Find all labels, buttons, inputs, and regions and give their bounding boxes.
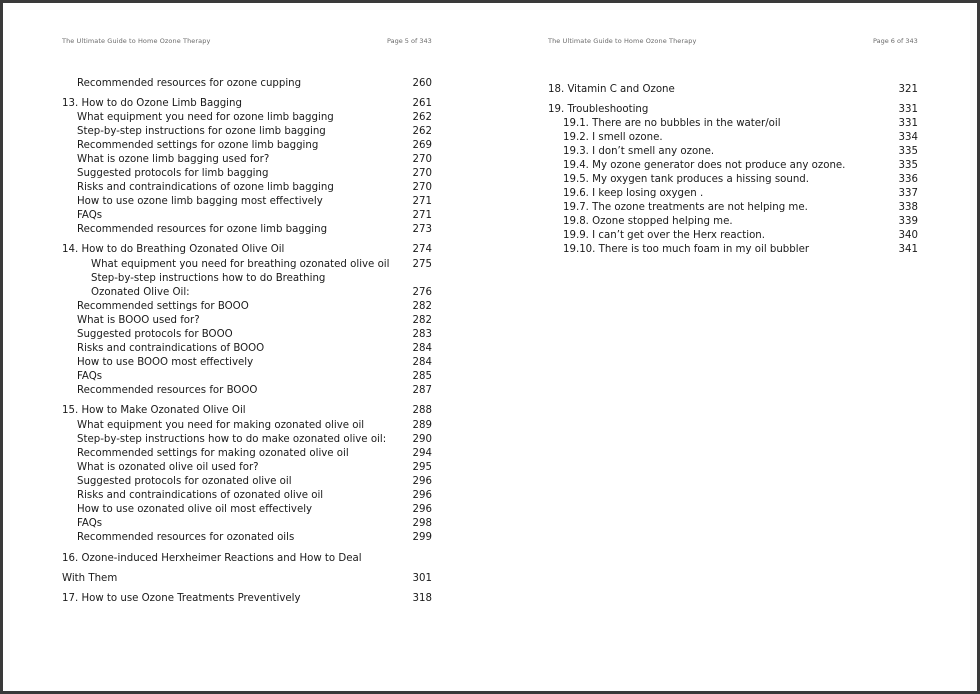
toc-page-number: 295: [412, 462, 432, 473]
toc-page-number: 275: [412, 259, 432, 270]
toc-chapter[interactable]: 16. Ozone-induced Herxheimer Reactions and How to Deal: [62, 553, 362, 564]
toc-page-number: 270: [412, 154, 432, 165]
toc-entry[interactable]: 19.9. I can’t get over the Herx reaction.: [563, 230, 765, 241]
toc-page-number: 283: [412, 329, 432, 340]
toc-page-number: 331: [898, 104, 918, 115]
toc-page-number: 288: [412, 405, 432, 416]
toc-page-number: 285: [412, 371, 432, 382]
toc-entry[interactable]: Risks and contraindications of BOOO: [77, 343, 265, 354]
toc-entry[interactable]: 19.10. There is too much foam in my oil bubbler: [563, 244, 810, 255]
page-label: Page 5 of 343: [387, 37, 432, 45]
toc-page-number: 289: [412, 420, 432, 431]
toc-entry[interactable]: Recommended resources for BOOO: [77, 385, 258, 396]
toc-entry[interactable]: Step-by-step instructions how to do Breathing: [91, 273, 326, 284]
toc-entry[interactable]: 19.8. Ozone stopped helping me.: [563, 216, 733, 227]
toc-page-number: 274: [412, 244, 432, 255]
toc-entry[interactable]: 19.7. The ozone treatments are not helping me.: [563, 202, 808, 213]
toc-page-number: 271: [412, 196, 432, 207]
page-right: [490, 3, 977, 691]
toc-entry[interactable]: Risks and contraindications of ozone limb bagging: [77, 182, 334, 193]
toc-page-number: 337: [898, 188, 918, 199]
toc-page-number: 287: [412, 385, 432, 396]
toc-page-number: 301: [412, 573, 432, 584]
toc-entry[interactable]: Recommended resources for ozonated oils: [77, 532, 295, 543]
toc-entry[interactable]: 19.3. I don’t smell any ozone.: [563, 146, 715, 157]
toc-page-number: 296: [412, 490, 432, 501]
toc-page-number: 262: [412, 112, 432, 123]
toc-page-number: 260: [412, 78, 432, 89]
toc-page-number: 282: [412, 301, 432, 312]
toc-page-number: 269: [412, 140, 432, 151]
toc-chapter[interactable]: 19. Troubleshooting: [548, 104, 649, 115]
toc-page-number: 294: [412, 448, 432, 459]
running-title: The Ultimate Guide to Home Ozone Therapy: [62, 37, 211, 45]
toc-entry[interactable]: Suggested protocols for BOOO: [77, 329, 233, 340]
toc-page-number: 296: [412, 476, 432, 487]
toc-entry[interactable]: Recommended settings for ozone limb bagging: [77, 140, 319, 151]
toc-page-number: 273: [412, 224, 432, 235]
toc-chapter[interactable]: 17. How to use Ozone Treatments Preventively: [62, 593, 301, 604]
toc-entry[interactable]: 19.1. There are no bubbles in the water/oil: [563, 118, 781, 129]
toc-page-number: 335: [898, 146, 918, 157]
toc-entry-continuation[interactable]: Ozonated Olive Oil:: [91, 287, 190, 298]
toc-page-number: 334: [898, 132, 918, 143]
toc-page-number: 276: [412, 287, 432, 298]
toc-entry[interactable]: Recommended resources for ozone limb bagging: [77, 224, 328, 235]
toc-entry[interactable]: 19.4. My ozone generator does not produce any ozone.: [563, 160, 846, 171]
toc-chapter-continuation[interactable]: With Them: [62, 573, 118, 584]
toc-page-number: 271: [412, 210, 432, 221]
toc-entry[interactable]: Recommended settings for BOOO: [77, 301, 249, 312]
toc-page-number: 341: [898, 244, 918, 255]
toc-page-number: 270: [412, 182, 432, 193]
toc-entry[interactable]: What equipment you need for making ozonated olive oil: [77, 420, 365, 431]
toc-page-number: 339: [898, 216, 918, 227]
toc-entry[interactable]: 19.5. My oxygen tank produces a hissing sound.: [563, 174, 809, 185]
toc-entry[interactable]: Suggested protocols for ozonated olive oil: [77, 476, 292, 487]
toc-entry[interactable]: What is ozonated olive oil used for?: [77, 462, 259, 473]
toc-entry[interactable]: 19.2. I smell ozone.: [563, 132, 663, 143]
toc-entry[interactable]: How to use ozonated olive oil most effectively: [77, 504, 313, 515]
toc-page-number: 321: [898, 84, 918, 95]
toc-entry[interactable]: What is ozone limb bagging used for?: [77, 154, 270, 165]
toc-entry[interactable]: Risks and contraindications of ozonated olive oil: [77, 490, 324, 501]
toc-page-number: 290: [412, 434, 432, 445]
toc-page-number: 338: [898, 202, 918, 213]
toc-entry[interactable]: Step-by-step instructions for ozone limb bagging: [77, 126, 326, 137]
toc-entry[interactable]: FAQs: [77, 210, 103, 221]
toc-page-number: 335: [898, 160, 918, 171]
toc-entry[interactable]: 19.6. I keep losing oxygen .: [563, 188, 704, 199]
toc-page-number: 261: [412, 98, 432, 109]
toc-page-number: 298: [412, 518, 432, 529]
toc-chapter[interactable]: 13. How to do Ozone Limb Bagging: [62, 98, 242, 109]
toc-entry[interactable]: Suggested protocols for limb bagging: [77, 168, 269, 179]
toc-chapter[interactable]: 14. How to do Breathing Ozonated Olive Oil: [62, 244, 285, 255]
toc-page-number: 318: [412, 593, 432, 604]
running-title: The Ultimate Guide to Home Ozone Therapy: [548, 37, 697, 45]
toc-page-number: 331: [898, 118, 918, 129]
toc-entry[interactable]: Step-by-step instructions how to do make ozonated olive oil:: [77, 434, 387, 445]
toc-page-number: 262: [412, 126, 432, 137]
toc-page-number: 284: [412, 357, 432, 368]
page-left: [3, 3, 490, 691]
toc-entry[interactable]: How to use ozone limb bagging most effectively: [77, 196, 323, 207]
toc-entry[interactable]: FAQs: [77, 371, 103, 382]
toc-page-number: 270: [412, 168, 432, 179]
toc-entry[interactable]: FAQs: [77, 518, 103, 529]
toc-entry[interactable]: What equipment you need for breathing ozonated olive oil: [91, 259, 390, 270]
toc-page-number: 340: [898, 230, 918, 241]
toc-entry[interactable]: Recommended settings for making ozonated olive oil: [77, 448, 349, 459]
toc-entry[interactable]: How to use BOOO most effectively: [77, 357, 254, 368]
toc-entry[interactable]: What is BOOO used for?: [77, 315, 200, 326]
toc-chapter[interactable]: 18. Vitamin C and Ozone: [548, 84, 675, 95]
page-label: Page 6 of 343: [873, 37, 918, 45]
toc-entry[interactable]: Recommended resources for ozone cupping: [77, 78, 302, 89]
toc-entry[interactable]: What equipment you need for ozone limb bagging: [77, 112, 334, 123]
toc-page-number: 296: [412, 504, 432, 515]
toc-page-number: 284: [412, 343, 432, 354]
toc-chapter[interactable]: 15. How to Make Ozonated Olive Oil: [62, 405, 246, 416]
toc-page-number: 299: [412, 532, 432, 543]
toc-page-number: 282: [412, 315, 432, 326]
toc-page-number: 336: [898, 174, 918, 185]
